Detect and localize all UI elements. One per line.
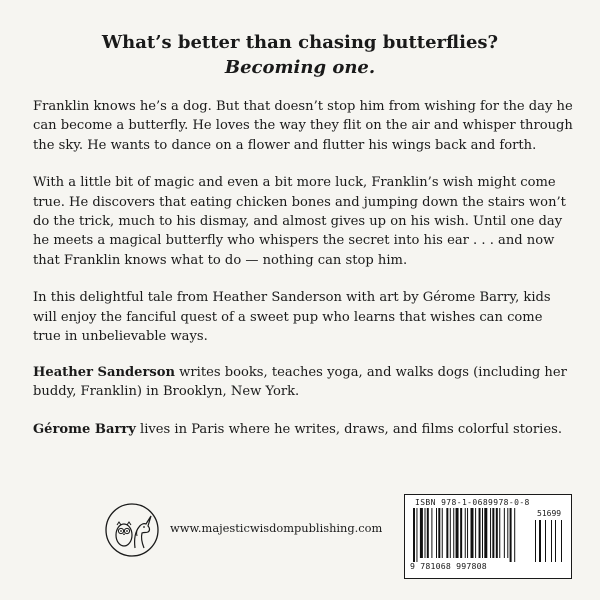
barcode-bar (442, 508, 443, 558)
barcode-addon-bar (551, 520, 552, 562)
headline-question: What’s better than chasing butterflies? (101, 32, 499, 53)
barcode-bar (450, 508, 451, 558)
barcode-bar (431, 508, 432, 558)
owl-and-unicorn-logo-icon (104, 502, 160, 558)
barcode-addon-bar (539, 520, 541, 562)
barcode-bar (496, 508, 498, 558)
isbn-barcode (404, 494, 572, 579)
paragraph: With a little bit of magic and even a bit more luck, Franklin’s wish might come true. He discovers that eating chicken bones and jumping down the stairs won’t do the trick, much to his dismay, and almost gives up on his wish. Until one day he meets a magical butterfly who whispers the secret into his ear . . . and now that Franklin knows what to do — nothing can stop him. (33, 175, 566, 268)
isbn-number: ISBN 978-1-0689978-0-8 (415, 498, 530, 507)
barcode-bar (425, 508, 426, 558)
barcode-bar (413, 508, 415, 562)
barcode-bar (475, 508, 476, 558)
barcode-bar (490, 508, 491, 558)
barcode-bar (504, 508, 505, 558)
publisher-url: www.majesticwisdompublishing.com (170, 521, 383, 535)
barcode-addon-bar (535, 520, 536, 562)
barcode-bar (499, 508, 500, 558)
barcode-bar (416, 508, 417, 562)
barcode-addon-bar (561, 520, 562, 562)
illustrator-name: Gérome Barry (33, 421, 136, 437)
barcode-digits: 9 781068 997808 (410, 561, 487, 571)
barcode-bar (507, 508, 508, 558)
author-bios (33, 363, 573, 457)
barcode-bar (514, 508, 515, 562)
illustrator-bio-text: lives in Paris where he writes, draws, and films colorful stories. (135, 421, 562, 437)
barcode-bar (465, 508, 466, 558)
author-name: Heather Sanderson (33, 365, 176, 380)
barcode-bar (510, 508, 512, 562)
barcode-bar (446, 508, 448, 558)
barcode-bar (453, 508, 454, 558)
paragraph: Franklin knows he’s a dog. But that doesn’t stop him from wishing for the day he can become a butterfly. He loves the way they flit on the air and whisper through the sky. He wants to dance on a flower and flutter his wings back and forth. (33, 99, 573, 153)
barcode-bar (479, 508, 481, 558)
barcode-bar (484, 508, 487, 558)
headline (0, 30, 600, 80)
barcode-bar (427, 508, 429, 558)
barcode-bar (436, 508, 437, 558)
illustrator-bio (33, 420, 573, 439)
barcode-addon-bar (545, 520, 546, 562)
barcode-bar (482, 508, 483, 558)
price-code: 51699 (537, 509, 562, 518)
barcode-bar (492, 508, 494, 558)
paragraph: In this delightful tale from Heather Sanderson with art by Gérome Barry, kids will enjoy the fanciful quest of a sweet pup who learns that wishes can come true in unbelievable ways. (33, 290, 551, 345)
barcode-addon-bar (555, 520, 556, 562)
headline-answer: Becoming one. (224, 57, 376, 78)
barcode-bar (420, 508, 423, 558)
barcode-bar (467, 508, 468, 558)
description (33, 97, 573, 364)
barcode-bar (438, 508, 440, 558)
barcode-bar (456, 508, 459, 558)
author-bio (33, 363, 573, 402)
barcode-bar (471, 508, 474, 558)
author-bio-text: writes books, teaches yoga, and walks dogs (including her buddy, Franklin) in Brooklyn, New York. (33, 365, 567, 400)
barcode-bar (460, 508, 462, 558)
